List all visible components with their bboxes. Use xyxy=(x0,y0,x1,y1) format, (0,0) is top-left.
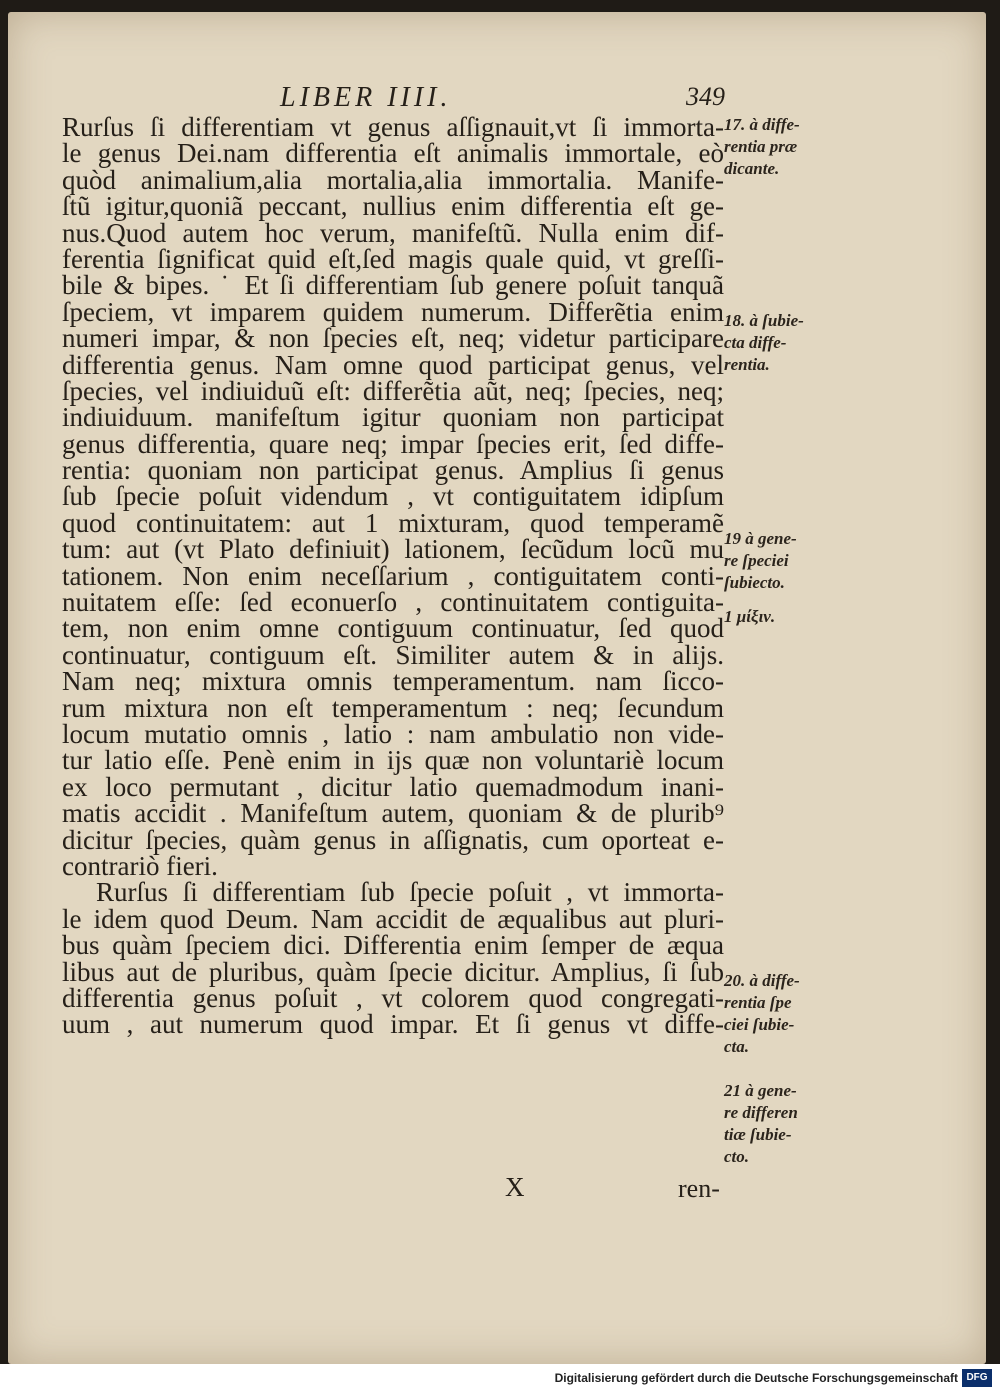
text-line: tur latio eſſe. Penè enim in ijs quæ non voluntariè locum xyxy=(62,745,724,776)
note-line: cta. xyxy=(724,1037,750,1056)
folio-number: 349 xyxy=(686,82,725,111)
text-line: nuitatem eſſe: ſed econuerſo , continuitatem contiguita- xyxy=(62,587,724,618)
text-line: differentia genus poſuit , vt colorem quod congregati- xyxy=(62,982,724,1013)
text-line: uum , aut numerum quod impar. Et ſi genus vt diffe- xyxy=(62,1009,724,1040)
signature-mark: X xyxy=(505,1172,525,1202)
note-line: 20. à diffe- xyxy=(724,971,800,990)
text-line: Nam neq; mixtura omnis temperamentum. nam ſicco- xyxy=(62,666,724,697)
note-line: rentia. xyxy=(724,355,770,374)
text-line: ſub ſpecie poſuit videndum , vt contiguitatem idipſum xyxy=(62,481,724,512)
text-line: genus differentia, quare neq; impar ſpecies erit, ſed diffe- xyxy=(62,428,724,459)
text-line: tem, non enim omne contiguum continuatur, ſed quod xyxy=(62,613,724,644)
text-line: nus.Quod autem hoc verum, manifeſtũ. Nulla enim dif- xyxy=(62,217,724,248)
text-line: le genus Dei.nam differentia eſt animalis immortale, eò xyxy=(62,138,724,169)
dfg-logo: DFG xyxy=(962,1369,992,1387)
text-line: le idem quod Deum. Nam accidit de æqualibus aut pluri- xyxy=(62,903,724,934)
note-line: 18. à ſubie- xyxy=(724,311,804,330)
text-line: tum: aut (vt Plato definiuit) lationem, ſecũdum locũ mu xyxy=(62,534,724,565)
note-line: re ſpeciei xyxy=(724,551,789,570)
digitization-footer xyxy=(0,1364,1000,1394)
marginal-note xyxy=(724,606,824,628)
note-line: rentia præ xyxy=(724,137,798,156)
running-title: LIBER IIII. xyxy=(280,82,452,113)
text-line: rentia: quoniam non participat genus. Amplius ſi genus xyxy=(62,455,724,486)
marginal-note xyxy=(724,114,824,180)
text-line: Rurſus ſi differentiam vt genus aſſignauit,vt ſi immorta- xyxy=(62,112,724,142)
text-line: continuatur, contiguum eſt. Similiter autem & in alijs. xyxy=(62,639,724,670)
note-line: dicante. xyxy=(724,159,780,178)
note-line: ſubiecto. xyxy=(724,573,785,592)
text-line: locum mutatio omnis , latio : nam ambulatio non vide- xyxy=(62,718,724,749)
note-line: re differen xyxy=(724,1103,798,1122)
text-line: rum mixtura non eſt temperamentum : neq; ſecundum xyxy=(62,692,724,723)
text-line: quòd animalium,alia mortalia,alia immortalia. Manife- xyxy=(62,164,724,195)
note-line: ciei ſubie- xyxy=(724,1015,795,1034)
marginal-note xyxy=(724,528,824,594)
note-line: rentia ſpe xyxy=(724,993,792,1012)
note-line: cta diffe- xyxy=(724,333,787,352)
text-line: ex loco permutant , dicitur latio quemadmodum inani- xyxy=(62,771,724,802)
note-line: 17. à diffe- xyxy=(724,115,800,134)
text-line: ſpeciem, vt imparem quidem numerum. Differẽtia enim xyxy=(62,296,724,327)
text-line: indiuiduum. manifeſtum igitur quoniam non participat xyxy=(62,402,724,433)
text-line: libus aut de pluribus, quàm ſpecie dicitur. Amplius, ſi ſub xyxy=(62,956,724,987)
funding-credit: Digitalisierung gefördert durch die Deutsche Forschungsgemeinschaft xyxy=(554,1371,958,1385)
note-line: 19 à gene- xyxy=(724,529,797,548)
marginal-note xyxy=(724,1080,824,1168)
text-line: Rurſus ſi differentiam ſub ſpecie poſuit , vt immorta- xyxy=(96,877,724,908)
note-line: cto. xyxy=(724,1147,750,1166)
catchword: ren- xyxy=(678,1174,720,1203)
marginal-note xyxy=(724,310,824,376)
text-line: bile & bipes. ˙ Et ſi differentiam ſub genere poſuit tanquã xyxy=(62,270,724,301)
text-line: bus quàm ſpeciem dici. Differentia enim ſemper de æqua xyxy=(62,930,724,961)
note-line: 21 à gene- xyxy=(724,1081,797,1100)
text-line: tationem. Non enim neceſſarium , contiguitatem conti- xyxy=(62,560,724,591)
text-line: differentia genus. Nam omne quod participat genus, vel xyxy=(62,349,724,380)
text-line: matis accidit . Manifeſtum autem, quoniam & de plurib⁹ xyxy=(62,798,724,829)
marginal-note xyxy=(724,970,824,1058)
note-line: tiæ ſubie- xyxy=(724,1125,792,1144)
text-line: contrariò fieri. xyxy=(62,850,218,881)
note-line: 1 μίξιν. xyxy=(724,607,776,626)
text-line: ſpecies, vel indiuiduũ eſt: differẽtia aũt, neq; ſpecies, neq; xyxy=(62,375,724,406)
text-line: ferentia ſignificat quid eſt,ſed magis quale quid, vt greſſi- xyxy=(62,243,724,274)
text-line: dicitur ſpecies, quàm genus in aſſignatis, cum oporteat e- xyxy=(62,824,724,855)
text-line: quod continuitatem: aut 1 mixturam, quod temperamẽ xyxy=(62,507,724,538)
text-line: numeri impar, & non ſpecies eſt, neq; videtur participare xyxy=(62,323,724,354)
text-line: ſtũ igitur,quoniã peccant, nullius enim differentia eſt ge- xyxy=(62,191,724,222)
